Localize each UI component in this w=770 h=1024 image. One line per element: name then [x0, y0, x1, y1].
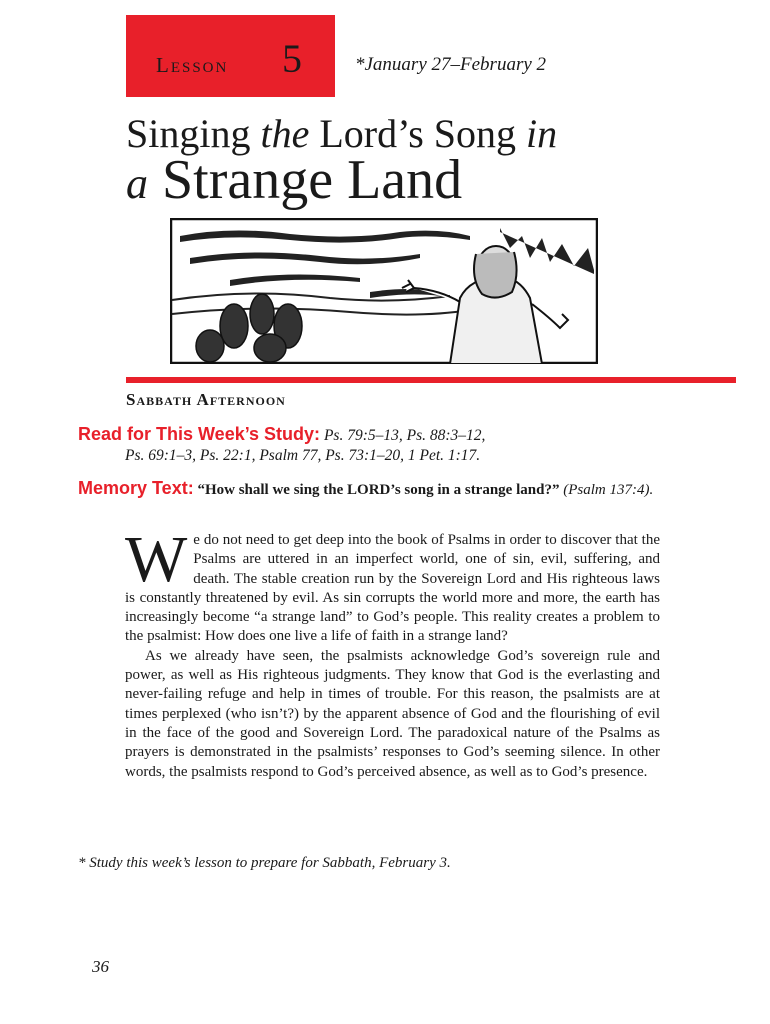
- body-text: [125, 523, 660, 782]
- page-number: 36: [92, 957, 109, 976]
- lesson-label: Lesson: [156, 53, 229, 77]
- paragraph: e do not need to get deep into the book of Psalms in order to discover that the Psalms are uttered in an imperfect world, one of sin, evil, suffering, and death. The stable creation run by the Sovereign Lord and His righteous laws is constantly threatened by evil. As sin corrupts the world more and more, the earth has increasingly become “a strange land” to God’s people. This reality creates a problem to the psalmist: How does one live a life of faith in a strange land?: [125, 532, 660, 645]
- memory-text: [78, 478, 678, 500]
- section-divider: [126, 377, 736, 383]
- lesson-banner: [126, 15, 335, 97]
- study-refs-line1: Ps. 79:5–13, Ps. 88:3–12,: [323, 427, 486, 444]
- title-word: Strange Land: [162, 149, 463, 211]
- lesson-dates: *January 27–February 2: [355, 54, 547, 75]
- title-word: Singing: [126, 111, 251, 156]
- paragraph: As we already have seen, the psalmists acknowledge God’s sovereign rule and power, as well as His righteous judgments. They know that God is the everlasting and never-failing refuge and help in times of trouble. For this reason, the psalmists are at times perplexed (who isn’t?) by the apparent absence of God and the flourishing of evil in the face of the good and Sovereign Lord. The paradoxical nature of the Psalms as prayers is demonstrated in the psalmists’ responses to God’s seeming silence. In other words, the psalmists respond to God’s perceived absence, as well as to God’s presence.: [125, 647, 660, 780]
- study-references: [78, 424, 678, 466]
- title-word: in: [526, 111, 558, 156]
- memory-ref: (Psalm 137:4).: [563, 482, 654, 498]
- memory-verse: “How shall we sing the LORD’s song in a strange land?”: [197, 482, 560, 498]
- footnote: * Study this week’s lesson to prepare for Sabbath, February 3.: [78, 855, 451, 871]
- title-word: the: [260, 111, 310, 156]
- study-refs-line2: Ps. 69:1–3, Ps. 22:1, Psalm 77, Ps. 73:1–20, 1 Pet. 1:17.: [125, 447, 481, 464]
- title-word: Lord’s Song: [319, 111, 517, 156]
- lesson-number: 5: [282, 36, 302, 81]
- study-label: Read for This Week’s Study:: [78, 424, 321, 444]
- page-title-line2: [126, 148, 462, 212]
- title-word: a: [126, 159, 148, 208]
- drop-cap: W: [125, 523, 188, 596]
- section-heading: Sabbath Afternoon: [126, 390, 286, 409]
- psalmist-illustration: [170, 218, 598, 364]
- memory-label: Memory Text:: [78, 478, 194, 498]
